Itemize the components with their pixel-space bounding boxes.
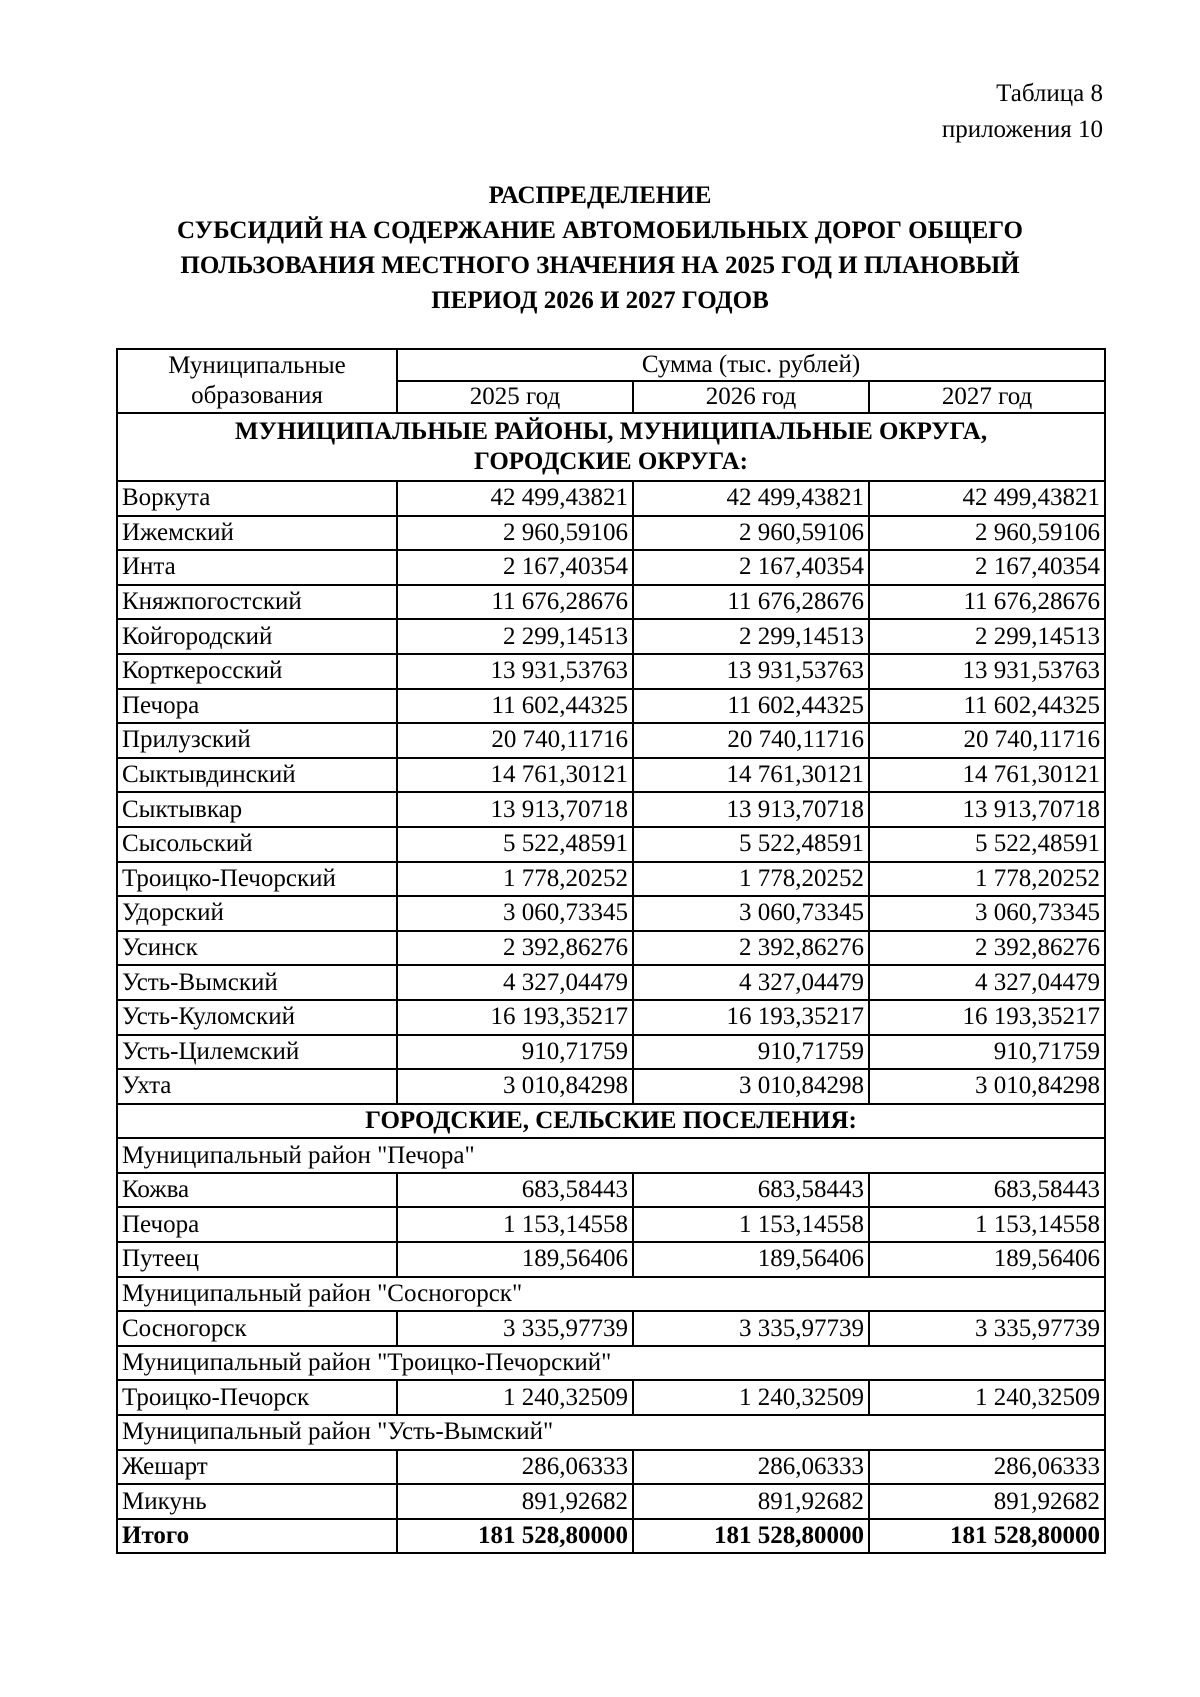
amount-2025: 13 913,70718 (397, 792, 633, 827)
district-name: Муниципальный район "Сосногорск" (117, 1277, 1105, 1312)
header-year-2027: 2027 год (869, 381, 1105, 413)
amount-2027: 13 931,53763 (869, 654, 1105, 689)
table-row (117, 550, 1105, 585)
amount-2026: 189,56406 (633, 1242, 869, 1277)
municipality-name: Усть-Куломский (117, 1000, 397, 1035)
municipality-name: Инта (117, 550, 397, 585)
section-heading-line-2: ГОРОДСКИЕ ОКРУГА: (474, 448, 748, 475)
amount-2027: 286,06333 (869, 1450, 1105, 1485)
subsidy-table (116, 348, 1106, 1554)
amount-2027: 14 761,30121 (869, 758, 1105, 793)
table-row (117, 654, 1105, 689)
municipality-name: Сосногорск (117, 1311, 397, 1346)
table-row (117, 862, 1105, 897)
district-row (117, 1277, 1105, 1312)
municipality-name: Ижемский (117, 516, 397, 551)
amount-2026: 2 299,14513 (633, 619, 869, 654)
appendix-number: приложения 10 (941, 116, 1103, 143)
amount-2026: 891,92682 (633, 1484, 869, 1519)
table-row (117, 481, 1105, 516)
amount-2025: 1 778,20252 (397, 862, 633, 897)
amount-2026: 2 960,59106 (633, 516, 869, 551)
amount-2025: 11 602,44325 (397, 689, 633, 724)
header-year-2025: 2025 год (397, 381, 633, 413)
section-heading-row (117, 413, 1105, 481)
table-row (117, 516, 1105, 551)
amount-2027: 189,56406 (869, 1242, 1105, 1277)
amount-2026: 3 335,97739 (633, 1311, 869, 1346)
municipality-name: Печора (117, 1207, 397, 1242)
municipality-name: Прилузский (117, 723, 397, 758)
table-row (117, 827, 1105, 862)
amount-2027: 910,71759 (869, 1035, 1105, 1070)
amount-2025: 1 153,14558 (397, 1207, 633, 1242)
amount-2026: 11 676,28676 (633, 585, 869, 620)
municipality-name: Воркута (117, 481, 397, 516)
table-row (117, 758, 1105, 793)
section-heading-districts (117, 413, 1105, 481)
table-row (117, 1000, 1105, 1035)
amount-2027: 11 602,44325 (869, 689, 1105, 724)
table-row (117, 1173, 1105, 1208)
municipality-name: Усинск (117, 931, 397, 966)
table-row (117, 1450, 1105, 1485)
district-row (117, 1138, 1105, 1173)
amount-2025: 5 522,48591 (397, 827, 633, 862)
table-row (117, 1380, 1105, 1415)
amount-2025: 2 960,59106 (397, 516, 633, 551)
amount-2027: 16 193,35217 (869, 1000, 1105, 1035)
amount-2025: 42 499,43821 (397, 481, 633, 516)
municipality-name: Княжпогостский (117, 585, 397, 620)
amount-2025: 13 931,53763 (397, 654, 633, 689)
amount-2026: 181 528,80000 (633, 1519, 869, 1554)
amount-2025: 2 299,14513 (397, 619, 633, 654)
municipality-name: Троицко-Печорский (117, 862, 397, 897)
amount-2025: 11 676,28676 (397, 585, 633, 620)
amount-2025: 3 060,73345 (397, 896, 633, 931)
table-row (117, 965, 1105, 1000)
table-row (117, 585, 1105, 620)
municipality-name: Сыктывдинский (117, 758, 397, 793)
document-reference (942, 76, 1103, 148)
amount-2026: 16 193,35217 (633, 1000, 869, 1035)
municipality-name: Печора (117, 689, 397, 724)
header-row (117, 349, 1105, 381)
amount-2027: 1 240,32509 (869, 1380, 1105, 1415)
district-row (117, 1346, 1105, 1381)
amount-2026: 20 740,11716 (633, 723, 869, 758)
total-row (117, 1519, 1105, 1554)
section-heading-line-1: МУНИЦИПАЛЬНЫЕ РАЙОНЫ, МУНИЦИПАЛЬНЫЕ ОКРУГА, (234, 418, 988, 445)
amount-2025: 683,58443 (397, 1173, 633, 1208)
municipality-name: Усть-Вымский (117, 965, 397, 1000)
amount-2027: 11 676,28676 (869, 585, 1105, 620)
amount-2027: 2 960,59106 (869, 516, 1105, 551)
amount-2027: 3 335,97739 (869, 1311, 1105, 1346)
amount-2025: 14 761,30121 (397, 758, 633, 793)
amount-2027: 3 060,73345 (869, 896, 1105, 931)
amount-2026: 5 522,48591 (633, 827, 869, 862)
amount-2026: 1 778,20252 (633, 862, 869, 897)
amount-2026: 3 010,84298 (633, 1069, 869, 1104)
amount-2027: 1 778,20252 (869, 862, 1105, 897)
table-body (117, 349, 1105, 1553)
amount-2027: 2 167,40354 (869, 550, 1105, 585)
municipality-name: Микунь (117, 1484, 397, 1519)
amount-2025: 20 740,11716 (397, 723, 633, 758)
amount-2027: 1 153,14558 (869, 1207, 1105, 1242)
amount-2026: 3 060,73345 (633, 896, 869, 931)
table-number: Таблица 8 (996, 80, 1103, 107)
amount-2025: 189,56406 (397, 1242, 633, 1277)
district-name: Муниципальный район "Усть-Вымский" (117, 1415, 1105, 1450)
amount-2025: 181 528,80000 (397, 1519, 633, 1554)
table-row (117, 1484, 1105, 1519)
amount-2025: 2 167,40354 (397, 550, 633, 585)
amount-2027: 181 528,80000 (869, 1519, 1105, 1554)
district-name: Муниципальный район "Печора" (117, 1138, 1105, 1173)
amount-2027: 13 913,70718 (869, 792, 1105, 827)
table-row (117, 689, 1105, 724)
table-row (117, 1069, 1105, 1104)
amount-2025: 910,71759 (397, 1035, 633, 1070)
amount-2026: 2 167,40354 (633, 550, 869, 585)
amount-2025: 2 392,86276 (397, 931, 633, 966)
amount-2025: 16 193,35217 (397, 1000, 633, 1035)
title-line-1: РАСПРЕДЕЛЕНИЕ (488, 182, 712, 209)
municipality-name: Койгородский (117, 619, 397, 654)
amount-2027: 5 522,48591 (869, 827, 1105, 862)
municipality-name: Ухта (117, 1069, 397, 1104)
table-row (117, 792, 1105, 827)
amount-2026: 14 761,30121 (633, 758, 869, 793)
title-line-2: СУБСИДИЙ НА СОДЕРЖАНИЕ АВТОМОБИЛЬНЫХ ДОРОГ ОБЩЕГО (177, 217, 1023, 244)
header-municipal: Муниципальные образования (117, 349, 397, 413)
municipality-name: Сыктывкар (117, 792, 397, 827)
municipality-name: Удорский (117, 896, 397, 931)
municipality-name: Жешарт (117, 1450, 397, 1485)
header-year-2026: 2026 год (633, 381, 869, 413)
table-row (117, 1311, 1105, 1346)
title-line-3: ПОЛЬЗОВАНИЯ МЕСТНОГО ЗНАЧЕНИЯ НА 2025 ГОД И ПЛАНОВЫЙ (180, 252, 1020, 279)
amount-2027: 20 740,11716 (869, 723, 1105, 758)
header-sum: Сумма (тыс. рублей) (397, 349, 1105, 381)
district-row (117, 1415, 1105, 1450)
amount-2026: 4 327,04479 (633, 965, 869, 1000)
table-row (117, 896, 1105, 931)
amount-2026: 683,58443 (633, 1173, 869, 1208)
total-label: Итого (117, 1519, 397, 1554)
amount-2026: 1 153,14558 (633, 1207, 869, 1242)
title-line-4: ПЕРИОД 2026 И 2027 ГОДОВ (431, 287, 769, 314)
amount-2027: 3 010,84298 (869, 1069, 1105, 1104)
amount-2025: 891,92682 (397, 1484, 633, 1519)
table-row (117, 723, 1105, 758)
amount-2026: 13 931,53763 (633, 654, 869, 689)
table-row (117, 1207, 1105, 1242)
amount-2027: 42 499,43821 (869, 481, 1105, 516)
amount-2025: 286,06333 (397, 1450, 633, 1485)
amount-2025: 3 335,97739 (397, 1311, 633, 1346)
municipality-name: Корткеросский (117, 654, 397, 689)
municipality-name: Путеец (117, 1242, 397, 1277)
municipality-name: Кожва (117, 1173, 397, 1208)
amount-2027: 2 299,14513 (869, 619, 1105, 654)
amount-2027: 2 392,86276 (869, 931, 1105, 966)
amount-2025: 3 010,84298 (397, 1069, 633, 1104)
amount-2026: 1 240,32509 (633, 1380, 869, 1415)
district-name: Муниципальный район "Троицко-Печорский" (117, 1346, 1105, 1381)
table-row (117, 1035, 1105, 1070)
amount-2025: 1 240,32509 (397, 1380, 633, 1415)
amount-2026: 910,71759 (633, 1035, 869, 1070)
amount-2025: 4 327,04479 (397, 965, 633, 1000)
amount-2026: 286,06333 (633, 1450, 869, 1485)
table-row (117, 619, 1105, 654)
amount-2026: 11 602,44325 (633, 689, 869, 724)
amount-2026: 42 499,43821 (633, 481, 869, 516)
amount-2027: 683,58443 (869, 1173, 1105, 1208)
section-heading-settlements: ГОРОДСКИЕ, СЕЛЬСКИЕ ПОСЕЛЕНИЯ: (117, 1104, 1105, 1139)
document-title (0, 178, 1200, 318)
municipality-name: Усть-Цилемский (117, 1035, 397, 1070)
amount-2027: 4 327,04479 (869, 965, 1105, 1000)
table-row (117, 1242, 1105, 1277)
municipality-name: Троицко-Печорск (117, 1380, 397, 1415)
section-heading-row (117, 1104, 1105, 1139)
amount-2027: 891,92682 (869, 1484, 1105, 1519)
amount-2026: 2 392,86276 (633, 931, 869, 966)
municipality-name: Сысольский (117, 827, 397, 862)
amount-2026: 13 913,70718 (633, 792, 869, 827)
table-row (117, 931, 1105, 966)
